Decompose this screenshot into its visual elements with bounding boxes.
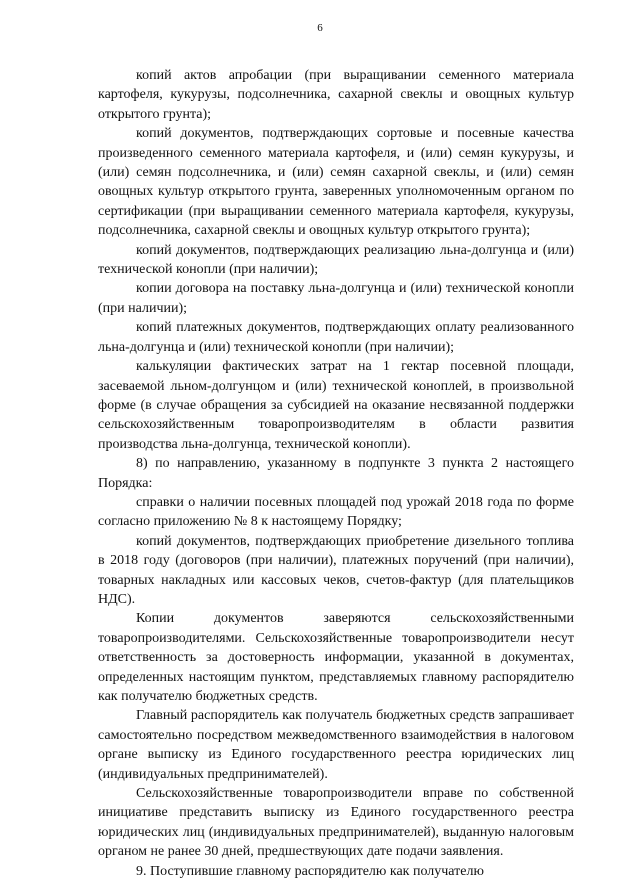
paragraph-seed-quality-docs: копий документов, подтверждающих сортовые и посевные качества произведенного семенного материала картофеля, и (или) семян кукурузы, и (или) семян подсолнечника, и (или) семян сахарной свеклы, и (или) семян овощных культур открытого грунта, заверенных уполномоченным органом по сертификации (при выращивании семенного материала картофеля, кукурузы, подсолнечника, сахарной свеклы и овощных культур открытого грунта); (98, 126, 574, 239)
paragraph-item-9: 9. Поступившие главному распорядителю как получателю (136, 863, 484, 879)
paragraph-flax-sales-docs: копий документов, подтверждающих реализацию льна-долгунца и (или) технической конопли (при наличии); (98, 242, 574, 278)
document-body (98, 66, 574, 881)
paragraph-payment-docs: копий платежных документов, подтверждающих оплату реализованного льна-долгунца и (или) технической конопли (при наличии); (98, 320, 574, 355)
page-number: 6 (317, 22, 323, 34)
paragraph-registry-extract-initiative: Сельскохозяйственные товаропроизводители вправе по собственной инициативе представить выписку из Единого государственного реестра юридических лиц (индивидуальных предпринимателей), выданную налоговым органом не ранее 30 дней, предшествующих дате подачи заявления. (98, 786, 574, 860)
paragraph-direction-8: 8) по направлению, указанному в подпункте 3 пункта 2 настоящего Порядка: (98, 456, 574, 491)
paragraph-diesel-docs: копий документов, подтверждающих приобретение дизельного топлива в 2018 году (договоров (при наличии), платежных поручений (при наличии), товарных накладных или кассовых чеков, счетов-фактур (для плательщиков НДС). (98, 533, 574, 607)
paragraph-approbation-acts: копий актов апробации (при выращивании семенного материала картофеля, кукурузы, подсолнечника, сахарной свеклы и овощных культур открытого грунта); (98, 68, 574, 122)
paragraph-cost-calculation: калькуляции фактических затрат на 1 гектар посевной площади, засеваемой льном-долгунцом и (или) технической коноплей, в произвольной форме (в случае обращения за субсидией на оказание несвязанной поддержки сельскохозяйственным товаропроизводителям в области развития производства льна-долгунца, технической конопли). (98, 359, 574, 452)
paragraph-registry-request: Главный распорядитель как получатель бюджетных средств запрашивает самостоятельно посредством межведомственного взаимодействия в налоговом органе выписку из Единого государственного реестра юридических лиц (индивидуальных предпринимателей). (98, 708, 574, 782)
paragraph-copies-certified: Копии документов заверяются сельскохозяйственными товаропроизводителями. Сельскохозяйственные товаропроизводители несут ответственность за достоверность информации, указанной в документах, определенных настоящим пунктом, представляемых главному распорядителю как получателю бюджетных средств. (98, 611, 574, 704)
paragraph-sown-area-certificate: справки о наличии посевных площадей под урожай 2018 года по форме согласно приложению № 8 к настоящему Порядку; (98, 494, 574, 530)
paragraph-supply-contract: копии договора на поставку льна-долгунца и (или) технической конопли (при наличии); (98, 281, 574, 316)
